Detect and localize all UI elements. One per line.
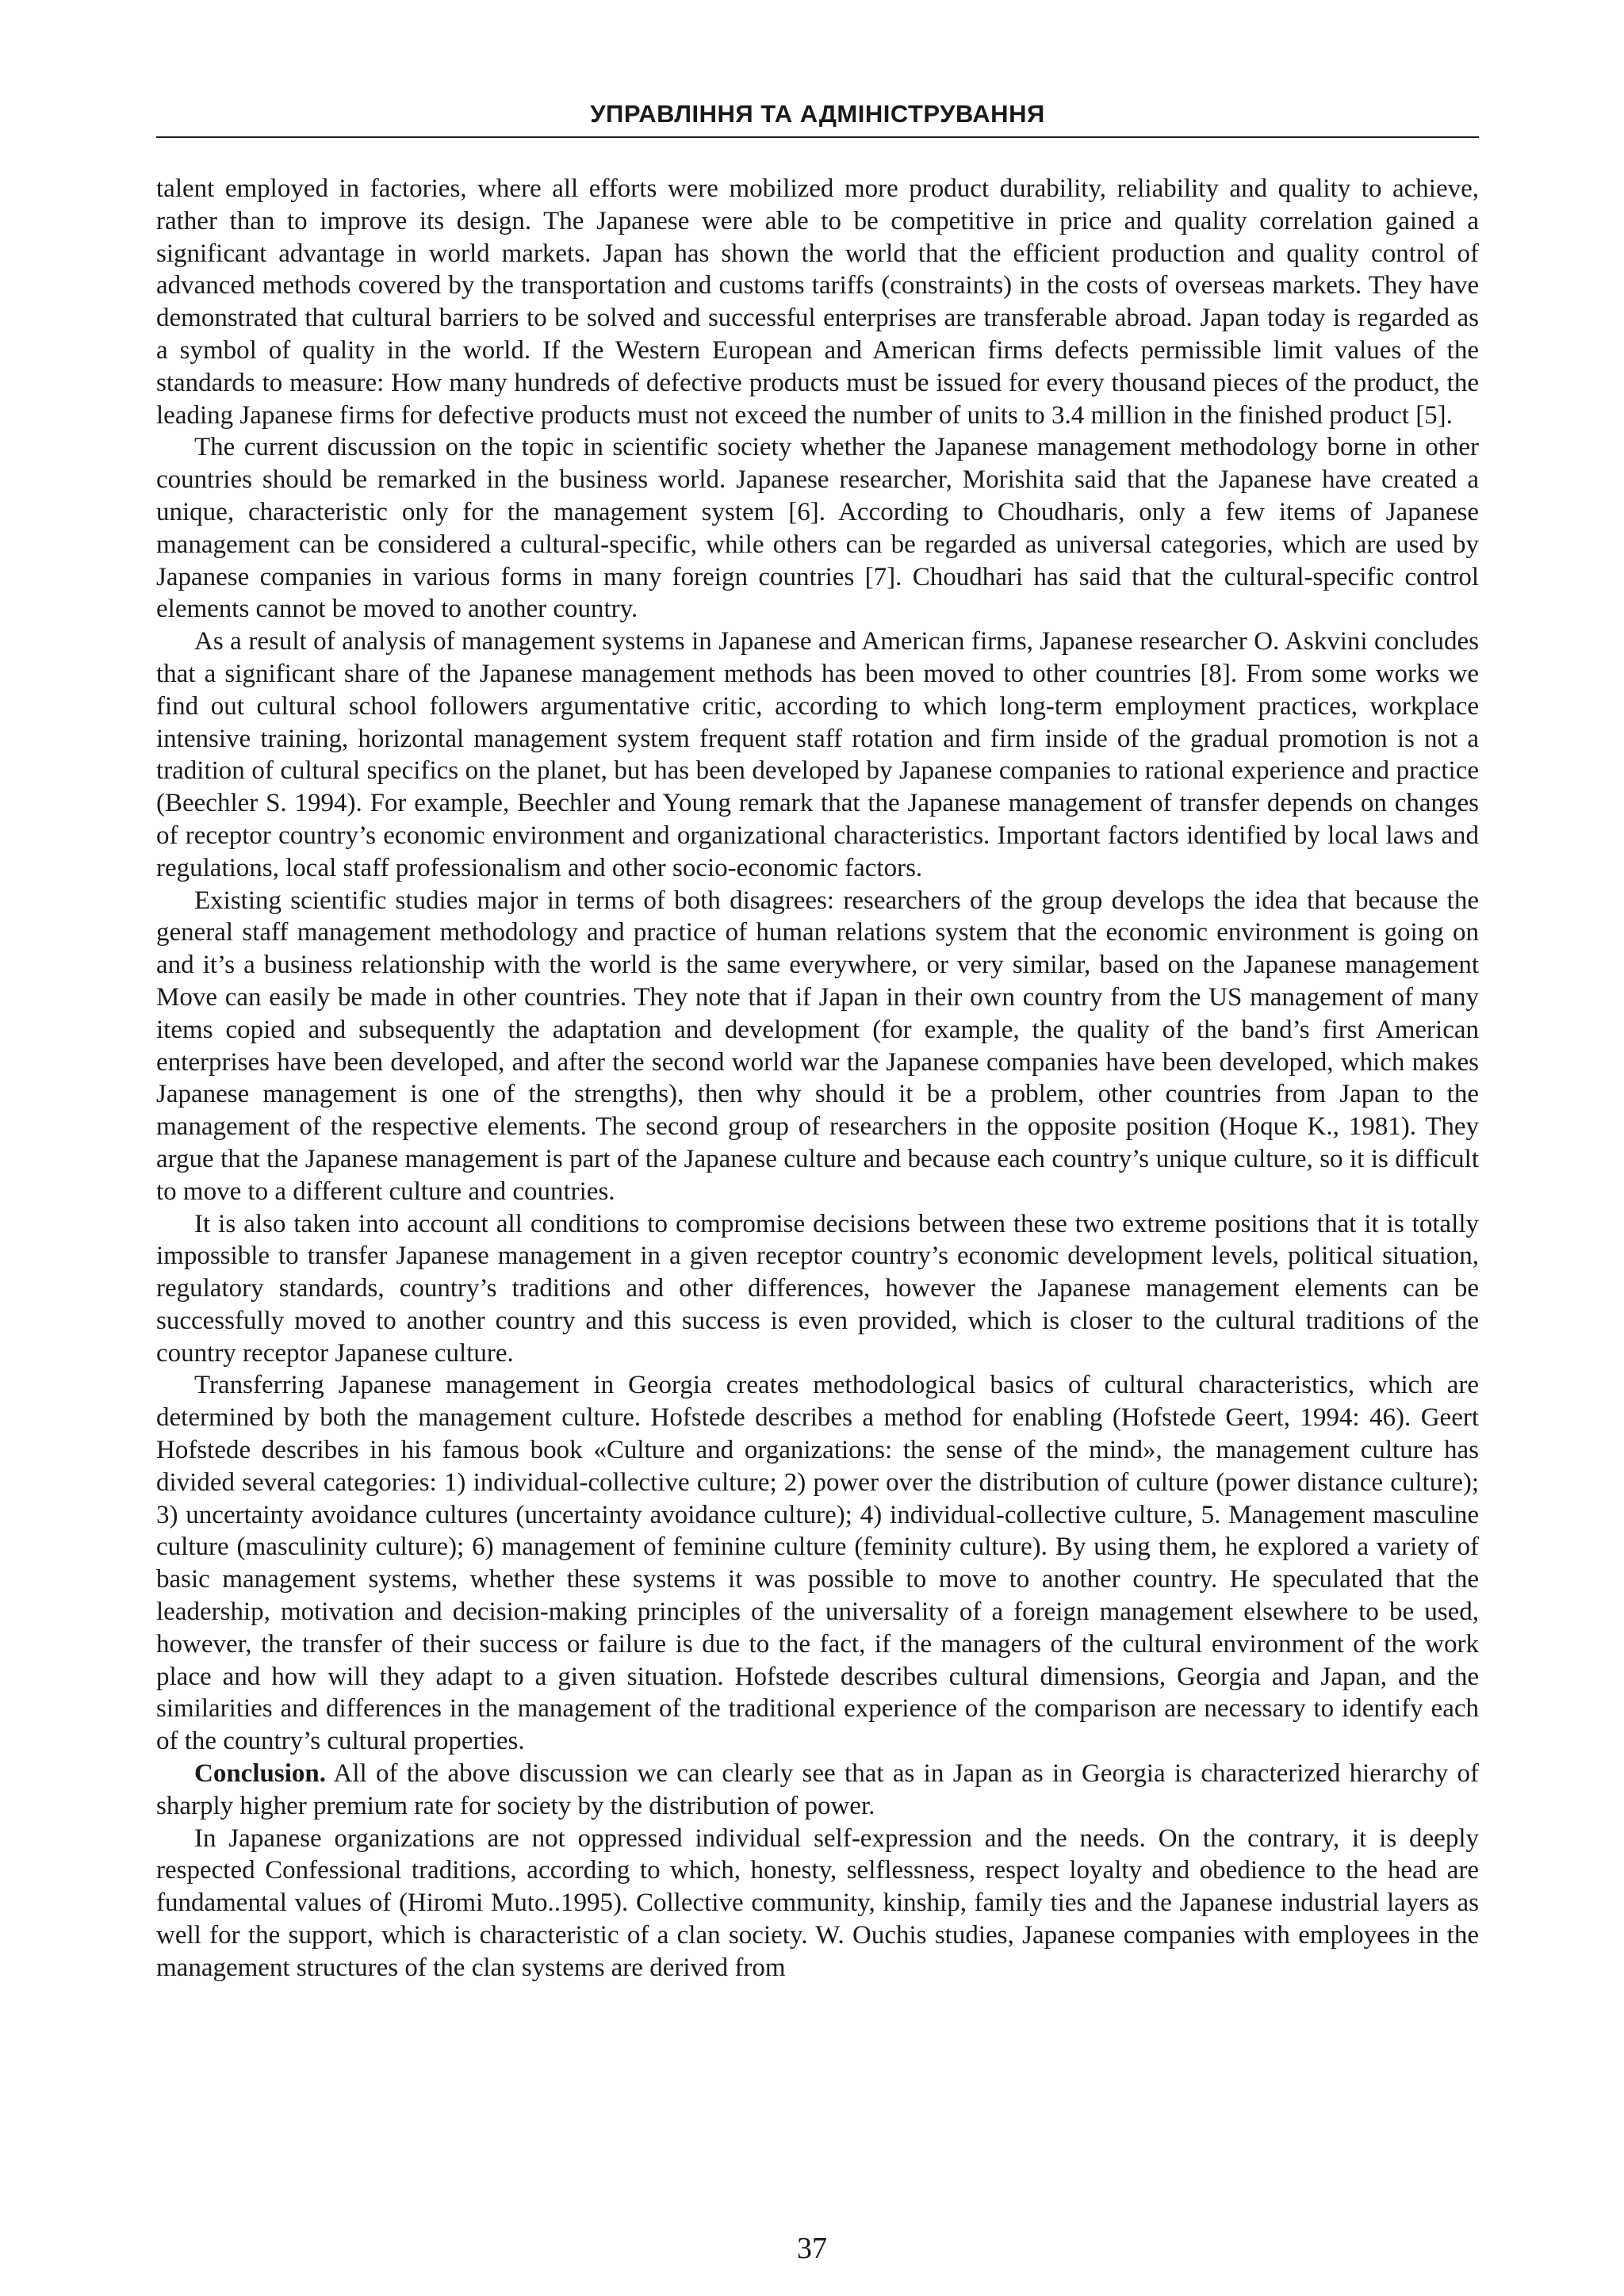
conclusion-text: All of the above discussion we can clearly see that as in Japan as in Georgia is characterized hierarchy of sharply higher premium rate for society by the distribution of power. (156, 1759, 1479, 1820)
running-header: УПРАВЛІННЯ ТА АДМІНІСТРУВАННЯ (590, 100, 1045, 128)
paragraph-1: talent employed in factories, where all efforts were mobilized more product durability, reliability and quality to achieve, rather than to improve its design. The Japanese were able to be competitive in price and quality correlation gained a significant advantage in world markets. Japan has shown the world that the efficient production and quality control of advanced methods covered by the transportation and customs tariffs (constraints) in the costs of overseas markets. They have demonstrated that cultural barriers to be solved and successful enterprises are transferable abroad. Japan today is regarded as a symbol of quality in the world. If the Western European and American firms defects permissible limit values of the standards to measure: How many hundreds of defective products must be issued for every thousand pieces of the product, the leading Japanese firms for defective products must not exceed the number of units to 3.4 million in the finished product [5]. (156, 174, 1479, 430)
header-rule (156, 136, 1479, 138)
paragraph-4: Existing scientific studies major in terms of both disagrees: researchers of the group develops the idea that because the general staff management methodology and practice of human relations system that the economic environment is going on and it’s a business relationship with the world is the same everywhere, or very similar, based on the Japanese management Move can easily be made in other countries. They note that if Japan in their own country from the US management of many items copied and subsequently the adaptation and development (for example, the quality of the band’s first American enterprises have been developed, and after the second world war the Japanese companies have been developed, which makes Japanese management is one of the strengths), then why should it be a problem, other countries from Japan to the management of the respective elements. The second group of researchers in the opposite position (Hoque K., 1981). They argue that the Japanese management is part of the Japanese culture and because each country’s unique culture, so it is difficult to move to a different culture and countries. (156, 886, 1479, 1206)
article-body (156, 173, 1479, 1984)
conclusion-paragraph (156, 1758, 1479, 1823)
paragraph-3: As a result of analysis of management systems in Japanese and American firms, Japanese researcher O. Askvini concludes that a significant share of the Japanese management methods has been moved to other countries [8]. From some works we find out cultural school followers argumentative critic, according to which long-term employment practices, workplace intensive training, horizontal management system frequent staff rotation and firm inside of the gradual promotion is not a tradition of cultural specifics on the planet, but has been developed by Japanese companies to rational experience and practice (Beechler S. 1994). For example, Beechler and Young remark that the Japanese management of transfer depends on changes of receptor country’s economic environment and organizational characteristics. Important factors identified by local laws and regulations, local staff professionalism and other socio-economic factors. (156, 627, 1479, 882)
conclusion-heading: Conclusion. (194, 1759, 326, 1789)
paragraph-5: It is also taken into account all conditions to compromise decisions between these two extreme positions that it is totally impossible to transfer Japanese management in a given receptor country’s economic development levels, political situation, regulatory standards, country’s traditions and other differences, however the Japanese management elements can be successfully moved to another country and this success is even provided, which is closer to the cultural traditions of the country receptor Japanese culture. (156, 1209, 1479, 1368)
paragraph-2: The current discussion on the topic in scientific society whether the Japanese management methodology borne in other countries should be remarked in the business world. Japanese researcher, Morishita said that the Japanese have created a unique, characteristic only for the management system [6]. According to Choudharis, only a few items of Japanese management can be considered a cultural-specific, while others can be regarded as universal categories, which are used by Japanese companies in various forms in many foreign countries [7]. Choudhari has said that the cultural-specific control elements cannot be moved to another country. (156, 433, 1479, 624)
paragraph-8: In Japanese organizations are not oppressed individual self-expression and the needs. On the contrary, it is deeply respected Confessional traditions, according to which, honesty, selflessness, respect loyalty and obedience to the head are fundamental values of (Hiromi Muto..1995). Collective community, kinship, family ties and the Japanese industrial layers as well for the support, which is characteristic of a clan society. W. Ouchis studies, Japanese companies with employees in the management structures of the clan systems are derived from (156, 1823, 1479, 1982)
paragraph-6: Transferring Japanese management in Georgia creates methodological basics of cultural characteristics, which are determined by both the management culture. Hofstede describes a method for enabling (Hofstede Geert, 1994: 46). Geert Hofstede describes in his famous book «Culture and organizations: the sense of the mind», the management culture has divided several categories: 1) individual-collective culture; 2) power over the distribution of culture (power distance culture); 3) uncertainty avoidance cultures (uncertainty avoidance culture); 4) individual-collective culture, 5. Management masculine culture (masculinity culture); 6) management of feminine culture (feminity culture). By using them, he explored a variety of basic management systems, whether these systems it was possible to move to another country. He speculated that the leadership, motivation and decision-making principles of the universality of a foreign management elsewhere to be used, however, the transfer of their success or failure is due to the fact, if the managers of the cultural environment of the work place and how will they adapt to a given situation. Hofstede describes cultural dimensions, Georgia and Japan, and the similarities and differences in the management of the traditional experience of the comparison are necessary to identify each of the country’s cultural properties. (156, 1371, 1479, 1756)
page-number: 37 (797, 2232, 827, 2265)
